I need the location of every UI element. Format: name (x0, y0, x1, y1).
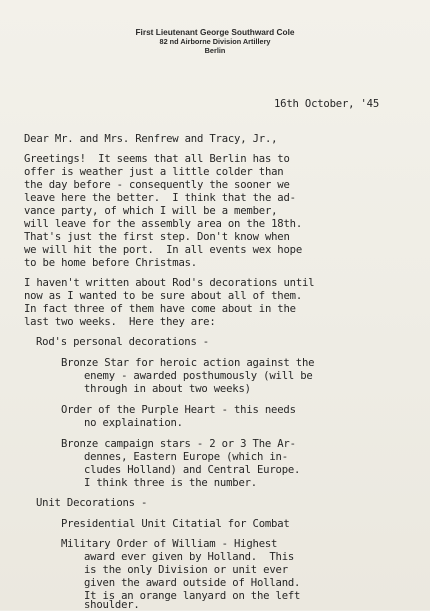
paragraph1-line: vance party, of which I will be a member, (24, 205, 278, 217)
paragraph1-line: That's just the first step. Don't know when (24, 231, 290, 243)
decoration-line: enemy - awarded posthumously (will be (84, 370, 313, 382)
decoration-line: dennes, Eastern Europe (which in- (84, 451, 288, 463)
decoration-line: no explaination. (84, 417, 183, 429)
letterhead-name: First Lieutenant George Southward Cole (135, 27, 295, 37)
letterhead-unit: 82 nd Airborne Division Artillery (159, 37, 271, 46)
decoration-line: award ever given by Holland. This (84, 551, 295, 563)
paragraph2-line: In fact three of them have come about in the (24, 303, 296, 315)
paragraph1-line: leave here the better. I think that the ad- (24, 192, 296, 204)
paragraph2-line: now as I wanted to be sure about all of them. (24, 290, 303, 302)
paragraph2-line: I haven't written about Rod's decorations until (24, 277, 315, 289)
letter-date: 16th October, '45 (274, 98, 380, 110)
paragraph1-line: the day before - consequently the sooner we (24, 179, 290, 191)
personal-decorations-heading: Rod's personal decorations - (36, 336, 209, 348)
letterhead (0, 28, 430, 55)
salutation: Dear Mr. and Mrs. Renfrew and Tracy, Jr., (24, 133, 278, 145)
paragraph1-line: Greetings! It seems that all Berlin has to (24, 153, 290, 165)
decoration-line: It is an orange lanyard on the left (84, 590, 301, 602)
paragraph1-line: we will hit the port. In all events wex hope (24, 244, 303, 256)
letterhead-city: Berlin (204, 46, 226, 55)
paragraph2-line: last two weeks. Here they are: (24, 316, 216, 328)
paragraph1-line: will leave for the assembly area on the 18th. (24, 218, 303, 230)
unit-decorations-heading: Unit Decorations - (36, 497, 148, 509)
decoration-line: Bronze campaign stars - 2 or 3 The Ar- (61, 438, 296, 450)
decoration-line: Presidential Unit Citatial for Combat (61, 518, 290, 530)
decoration-line: I think three is the number. (84, 477, 257, 489)
decoration-line: through in about two weeks) (84, 383, 251, 395)
decoration-line: shoulder. (84, 599, 140, 611)
decoration-line: Order of the Purple Heart - this needs (61, 404, 296, 416)
decoration-line: is the only Division or unit ever (84, 564, 288, 576)
decoration-line: given the award outside of Holland. (84, 577, 301, 589)
paragraph1-line: offer is weather just a little colder than (24, 166, 284, 178)
paragraph1-line: to be home before Christmas. (24, 257, 197, 269)
decoration-line: Bronze Star for heroic action against the (61, 357, 315, 369)
decoration-line: cludes Holland) and Central Europe. (84, 464, 301, 476)
decoration-line: Military Order of William - Highest (61, 538, 278, 550)
